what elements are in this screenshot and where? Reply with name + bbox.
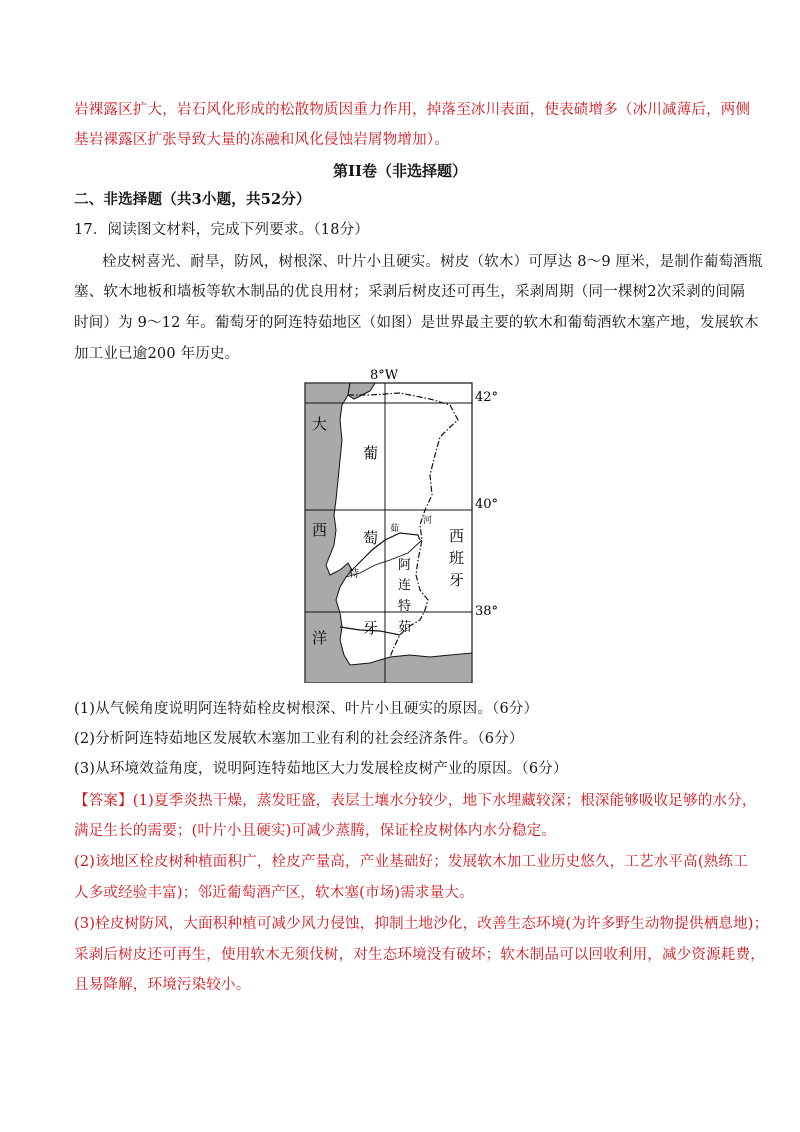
map-svg — [290, 365, 520, 683]
lon-label: 8°W — [370, 368, 399, 383]
section-title: 第II卷（非选择题） — [332, 162, 468, 180]
country-char-3: 牙 — [363, 619, 379, 637]
answer-line-1: 【答案】(1)夏季炎热干燥，蒸发旺盛，表层土壤水分较少，地下水埋藏较深；根深能够吸收足够的水分， — [74, 793, 757, 809]
passage-line-2: 塞、软木地板和墙板等软木制品的优良用材；采剥后树皮还可再生，采剥周期（同一棵树2次采剥的间隔 — [74, 284, 745, 300]
river-char-2: 河 — [423, 516, 433, 526]
ocean-char-3: 洋 — [312, 629, 328, 647]
answer-line-5: (3)栓皮树防风，大面积种植可减少风力侵蚀，抑制土地沙化，改善生态环境(为许多野生动物提供栖息地)； — [74, 916, 769, 932]
answer-line-4: 人多或经验丰富)；邻近葡萄酒产区，软木塞(市场)需求量大。 — [74, 885, 474, 901]
region-char-1: 阿 — [398, 558, 412, 573]
passage-line-4: 加工业已逾200 年历史。 — [74, 346, 240, 362]
answer-continuation-line-1: 岩裸露区扩大，岩石风化形成的松散物质因重力作用，掉落至冰川表面，使表碛增多（冰川减薄后，两侧 — [74, 102, 751, 118]
answer-continuation-line-2: 基岩裸露区扩张导致大量的冻融和风化侵蚀岩屑物增加）。 — [74, 132, 449, 148]
section-heading: 二、非选择题（共3小题，共52分） — [74, 191, 311, 208]
passage-line-1: 栓皮树喜光、耐旱，防风，树根深、叶片小且硬实。树皮（软木）可厚达 8～9 厘米，是制作葡萄酒瓶 — [102, 254, 763, 270]
alentejo-map — [290, 365, 520, 683]
lat-label-42: 42° — [475, 390, 499, 405]
region-char-3: 特 — [398, 599, 412, 614]
sub-question-1: (1)从气候角度说明阿连特茹栓皮树根深、叶片小且硬实的原因。（6分） — [74, 701, 539, 717]
spain-char-3: 牙 — [449, 571, 465, 589]
river-char-1: 茹 — [390, 524, 400, 534]
ocean-char-1: 大 — [312, 415, 328, 433]
region-char-2: 连 — [398, 578, 412, 593]
spain-char-1: 西 — [449, 527, 465, 545]
country-char-2: 萄 — [363, 529, 379, 547]
answer-line-2: 满足生长的需要；(叶片小且硬实)可减少蒸腾，保证栓皮树体内水分稳定。 — [74, 823, 557, 839]
answer-line-7: 且易降解，环境污染较小。 — [74, 977, 251, 993]
country-char-1: 葡 — [363, 444, 379, 462]
sub-question-3: (3)从环境效益角度，说明阿连特茹地区大力发展栓皮树产业的原因。（6分） — [74, 761, 568, 777]
spain-char-2: 班 — [449, 549, 465, 567]
ocean-char-2: 西 — [312, 521, 328, 539]
lat-label-40: 40° — [475, 497, 499, 512]
lat-label-38: 38° — [475, 604, 499, 619]
answer-line-3: (2)该地区栓皮树种植面积广，栓皮产量高，产业基础好；发展软木加工业历史悠久，工艺水平高(熟练工 — [74, 854, 748, 870]
region-char-4: 茹 — [398, 620, 412, 635]
answer-line-6: 采剥后树皮还可再生，使用软木无须伐树，对生态环境没有破坏；软木制品可以回收利用，减少资源耗费， — [74, 947, 765, 963]
sub-question-2: (2)分析阿连特茹地区发展软木塞加工业有利的社会经济条件。（6分） — [74, 731, 524, 747]
small-label-left: 特 — [349, 569, 359, 580]
passage-line-3: 时间）为 9～12 年。葡萄牙的阿连特茹地区（如图）是世界最主要的软木和葡萄酒软木塞产地，发展软木 — [74, 315, 759, 331]
question-stem: 17．阅读图文材料，完成下列要求。（18分） — [74, 222, 370, 238]
